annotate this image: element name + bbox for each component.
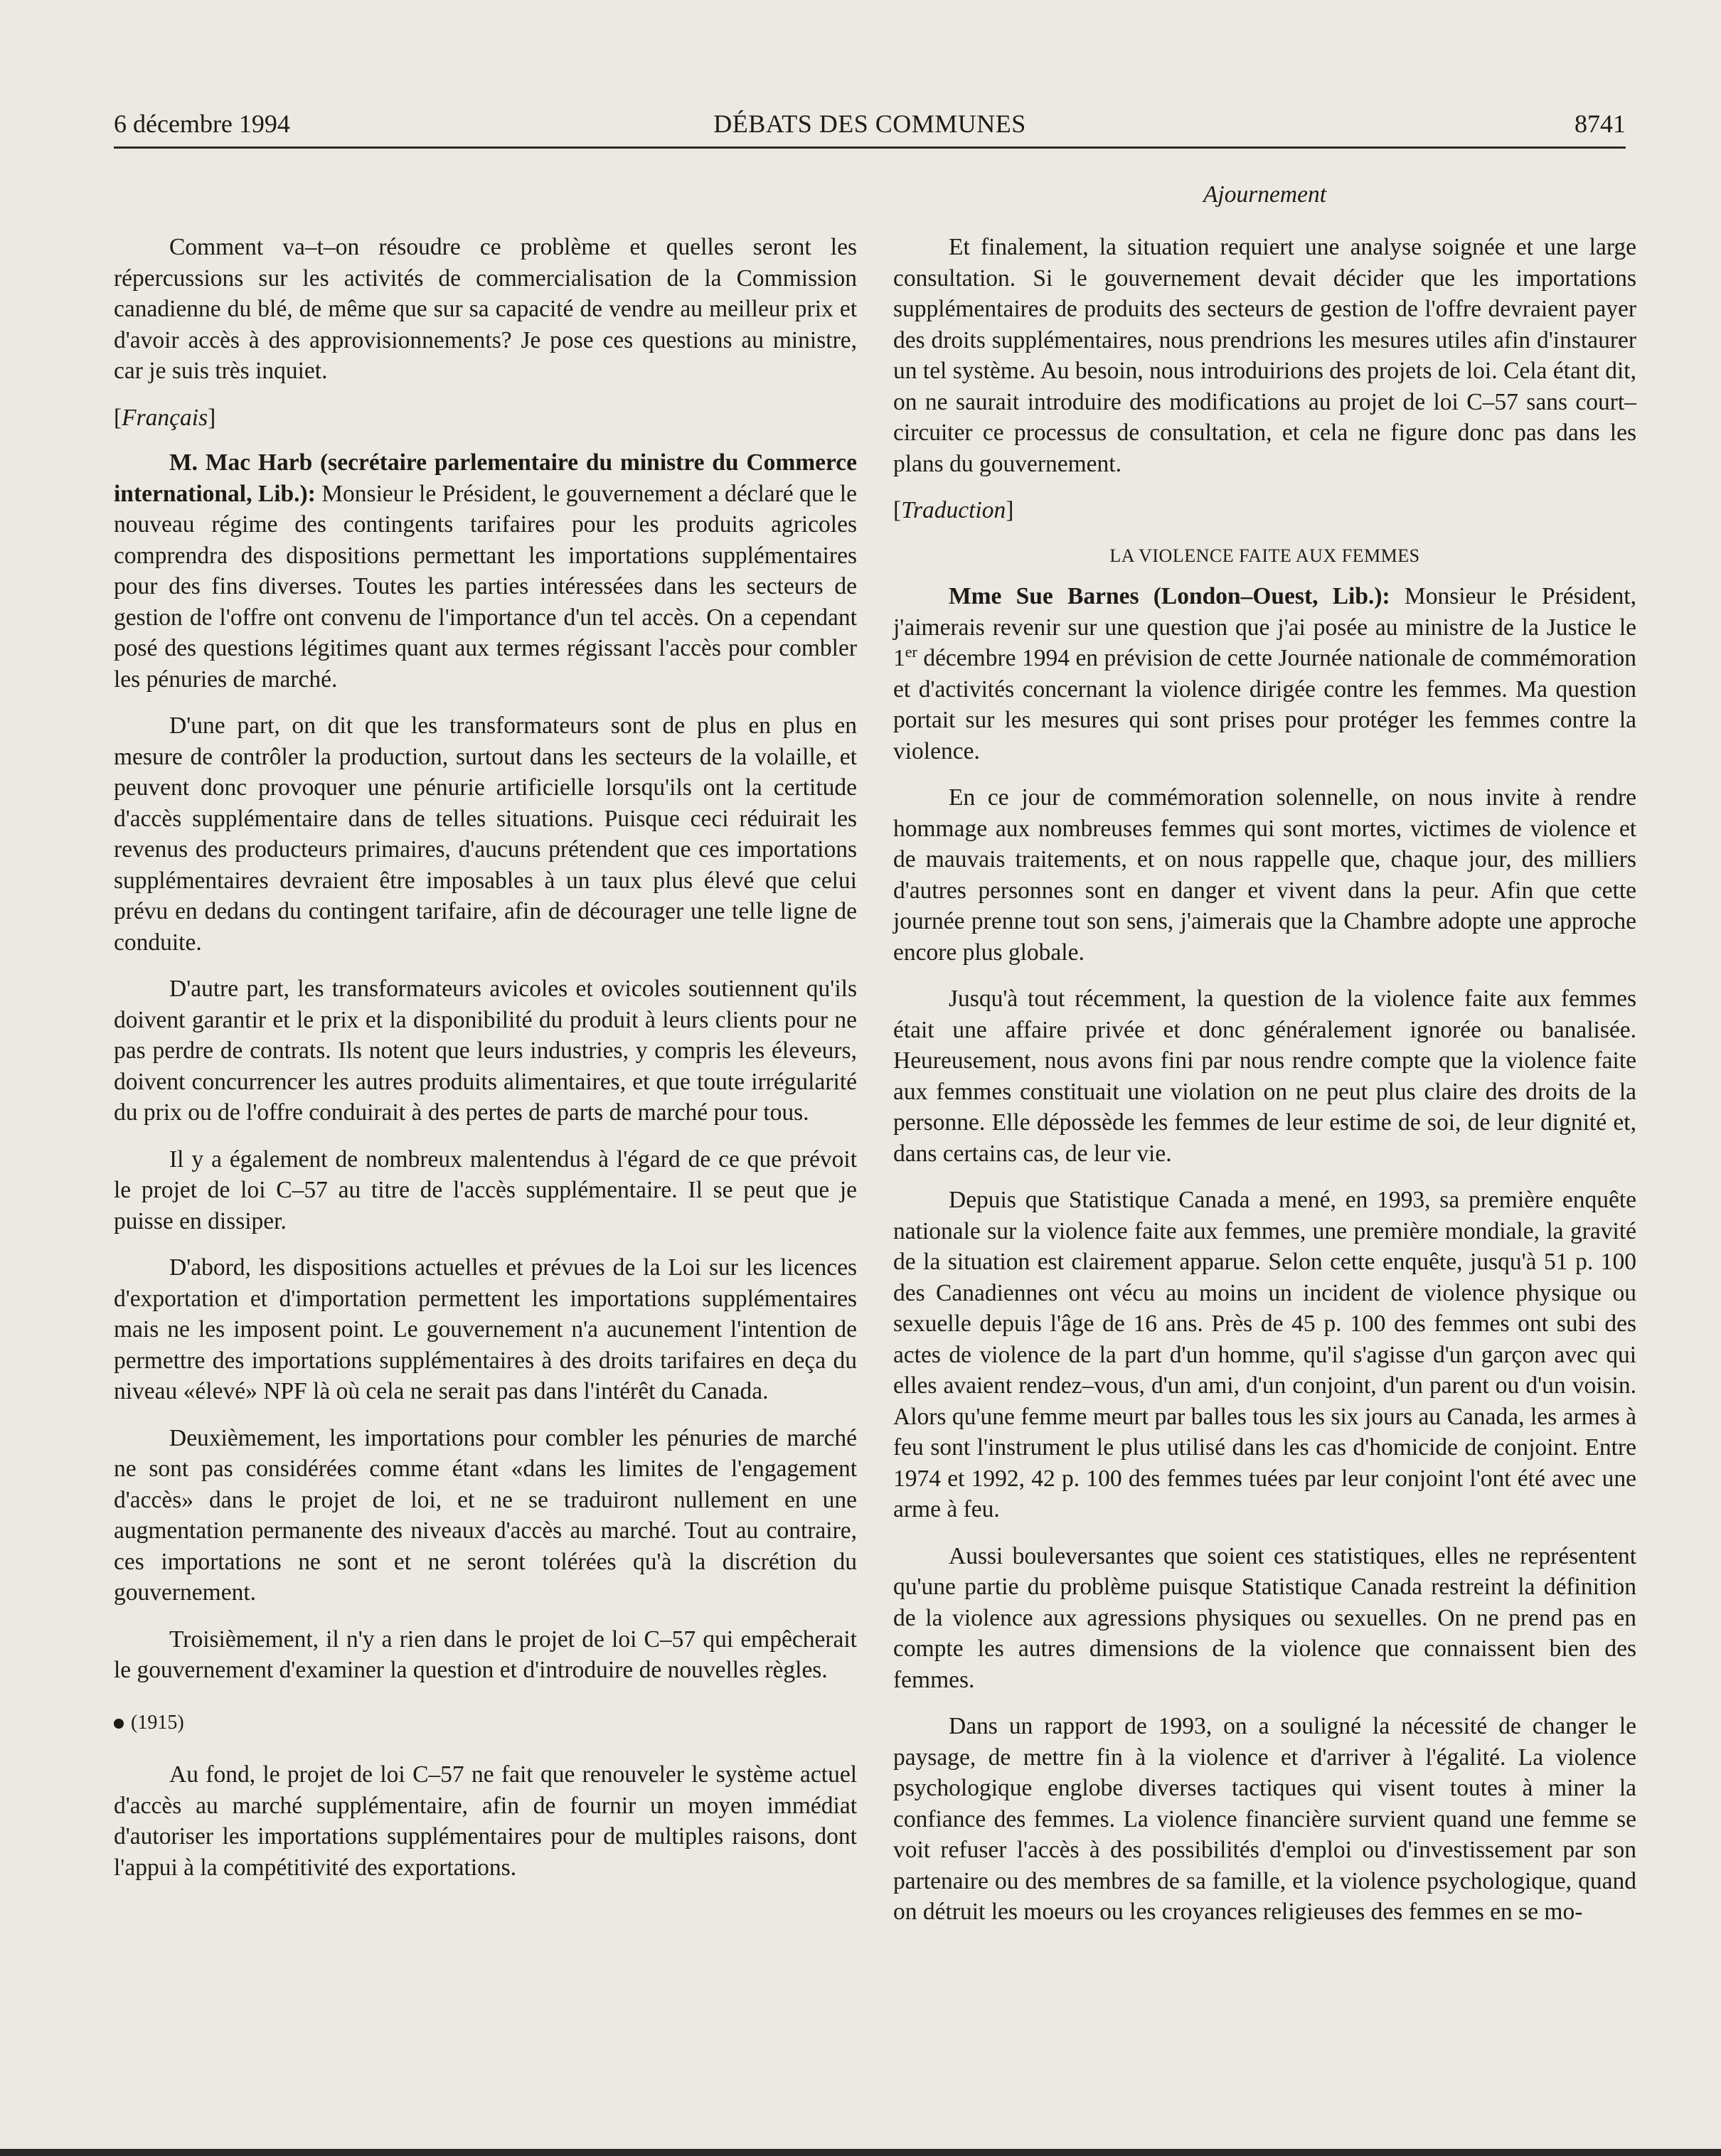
paragraph: Aussi bouleversantes que soient ces statistiques, elles ne représentent qu'une partie du problème puisque Statistique Canada restreint la définition de la violence aux agressions physiques ou sexuelles. On ne prend pas en compte les autres dimensions de la violence que connaissent bien des femmes. (893, 1542, 1636, 1693)
paragraph (893, 581, 1636, 767)
page-header (114, 107, 1626, 149)
right-column (893, 232, 1636, 1943)
paragraph-text: Monsieur le Président, le gouvernement a déclaré que le nouveau régime des contingents tarifaires pour les produits agricoles comprendra des dispositions permettant les importations supplémentaires pour des fins diverses. Toutes les parties intéressées dans les secteurs de gestion de l'offre ont convenu de l'importance d'un tel accès. On a cependant posé des questions légitimes quant aux termes régissant l'accès pour combler les pénuries de marché. (114, 480, 857, 693)
speaker-name: Mme Sue Barnes (London–Ouest, Lib.): (949, 583, 1390, 609)
bullet-icon (114, 1719, 124, 1729)
header-date: 6 décembre 1994 (114, 110, 290, 138)
paragraph: D'abord, les dispositions actuelles et prévues de la Loi sur les licences d'exportation et d'importation permettent les importations supplémentaires mais ne les imposent point. Le gouvernement n'a aucunement l'intention de permettre des importations supplémentaires à des droits tarifaires en deça du niveau «élevé» NPF là où cela ne serait pas dans l'intérêt du Canada. (114, 1254, 857, 1404)
right-column-heading: Ajournement (1203, 181, 1327, 208)
paragraph: D'autre part, les transformateurs avicoles et ovicoles soutiennent qu'ils doivent garantir et le prix et la disponibilité du produit à leurs clients pour ne pas perdre de contrats. Ils notent que leurs industries, y compris les éleveurs, doivent concurrencer les autres produits alimentaires, et que toute irrégularité du prix ou de l'offre conduirait à des pertes de parts de marché pour tous. (114, 976, 857, 1126)
language-tag-text: Traduction (901, 497, 1006, 523)
paragraph-text: Monsieur le Président, j'aimerais revenir sur une question que j'ai posée au ministre de la Justice le 1 (893, 583, 1637, 671)
scan-edge (0, 2149, 1721, 2156)
paragraph (114, 447, 857, 695)
paragraph: Depuis que Statistique Canada a mené, en 1993, sa première enquête nationale sur la violence faite aux femmes, une première mondiale, la gravité de la situation est clairement apparue. Selon cette enquête, jusqu'à 51 p. 100 des Canadiennes ont vécu au moins un incident de violence physique ou sexuelle depuis l'âge de 16 ans. Près de 45 p. 100 des femmes ont subi des actes de violence de la part d'un homme, qu'il s'agisse d'un garçon avec qui elles avaient rendez–vous, d'un ami, d'un conjoint, d'un parent ou d'un voisin. Alors qu'une femme meurt par balles tous les six jours au Canada, les armes à feu sont l'instrument le plus utilisé dans les cas d'homicide de conjoint. Entre 1974 et 1992, 42 p. 100 des femmes tuées par leur conjoint l'ont été avec une arme à feu. (893, 1187, 1636, 1522)
language-tag-text: Français (122, 404, 208, 431)
page-number: 8741 (1575, 110, 1626, 138)
superscript: er (905, 642, 917, 661)
header-rule (114, 146, 1626, 149)
section-title: LA VIOLENCE FAITE AUX FEMMES (1109, 545, 1420, 566)
time-marker (114, 1707, 857, 1739)
paragraph: Deuxièmement, les importations pour combler les pénuries de marché ne sont pas considérées comme étant «dans les limites de l'engagement d'accès» dans le projet de loi, et ne se traduiront nullement en une augmentation permanente des niveaux d'accès au marché. Tout au contraire, ces importations ne sont et ne seront tolérées qu'à la discrétion du gouvernement. (114, 1424, 857, 1606)
time-marker-text: (1915) (131, 1711, 184, 1734)
language-tag: [Traduction] (893, 497, 1014, 523)
paragraph: Jusqu'à tout récemment, la question de la violence faite aux femmes était une affaire privée et donc généralement ignorée ou banalisée. Heureusement, nous avons fini par nous rendre compte que la violence faite aux femmes constituait une violation on ne peut plus claire des droits de la personne. Elle dépossède les femmes de leur estime de soi, de leur dignité et, dans certains cas, de leur vie. (893, 986, 1636, 1167)
paragraph: Au fond, le projet de loi C–57 ne fait que renouveler le système actuel d'accès au marché supplémentaire, afin de fournir un moyen immédiat d'autoriser les importations supplémentaires pour de multiples raisons, dont l'appui à la compétitivité des exportations. (114, 1761, 857, 1881)
language-tag: [Français] (114, 404, 216, 431)
speaker-name: M. Mac Harb (secrétaire parlementaire du ministre du Commerce international, Lib.): (114, 449, 857, 507)
paragraph: Il y a également de nombreux malentendus à l'égard de ce que prévoit le projet de loi C–57 au titre de l'accès supplémentaire. Il se peut que je puisse en dissiper. (114, 1146, 857, 1234)
header-title: DÉBATS DES COMMUNES (713, 110, 1026, 138)
paragraph: Troisièmement, il n'y a rien dans le projet de loi C–57 qui empêcherait le gouvernement d'examiner la question et d'introduire de nouvelles règles. (114, 1626, 857, 1683)
paragraph: Dans un rapport de 1993, on a souligné la nécessité de changer le paysage, de mettre fin à la violence et d'arriver à l'égalité. La violence psychologique englobe diverses tactiques qui visent toutes à miner la confiance des femmes. La violence financière survient quand une femme se voit refuser l'accès à des possibilités d'emploi ou d'investissement par son partenaire ou des membres de sa famille, et la violence psychologique, quand on détruit les moeurs ou les croyances religieuses des femmes en se mo- (893, 1713, 1636, 1925)
paragraph: Comment va–t–on résoudre ce problème et quelles seront les répercussions sur les activités de commercialisation de la Commission canadienne du blé, de même que sur sa capacité de vendre au meilleur prix et d'avoir accès à des approvisionnements? Je pose ces questions au ministre, car je suis très inquiet. (114, 234, 857, 384)
paragraph: D'une part, on dit que les transformateurs sont de plus en plus en mesure de contrôler la production, surtout dans les secteurs de la volaille, et peuvent donc provoquer une pénurie artificielle lorsqu'ils ont la certitude d'accès supplémentaire dans de telles situations. Puisque ceci réduirait les revenus des producteurs primaires, d'aucuns prétendent que ces importations supplémentaires devraient être imposables à un taux plus élevé que celui prévu en dedans du contingent tarifaire, afin de décourager une telle ligne de conduite. (114, 713, 857, 956)
paragraph: En ce jour de commémoration solennelle, on nous invite à rendre hommage aux nombreuses femmes qui sont mortes, victimes de violence et de mauvais traitements, et on nous rappelle que, chaque jour, des milliers d'autres personnes sont en danger et vivent dans la peur. Afin que cette journée prenne tout son sens, j'aimerais que la Chambre adopte une approche encore plus globale. (893, 784, 1636, 966)
left-column (114, 232, 857, 1899)
paragraph-text: décembre 1994 en prévision de cette Journée nationale de commémoration et d'activités concernant la violence dirigée contre les femmes. Ma question portait sur les mesures qui sont prises pour protéger les femmes contre la violence. (893, 645, 1636, 764)
paragraph: Et finalement, la situation requiert une analyse soignée et une large consultation. Si le gouvernement devait décider que les importations supplémentaires de produits des secteurs de gestion de l'offre devraient payer des droits supplémentaires, nous prendrions les mesures utiles afin d'instaurer un tel système. Au besoin, nous introduirions des projets de loi. Cela étant dit, on ne saurait introduire des modifications au projet de loi C–57 sans court–circuiter ce processus de consultation, et cela ne figure donc pas dans les plans du gouvernement. (893, 234, 1636, 477)
